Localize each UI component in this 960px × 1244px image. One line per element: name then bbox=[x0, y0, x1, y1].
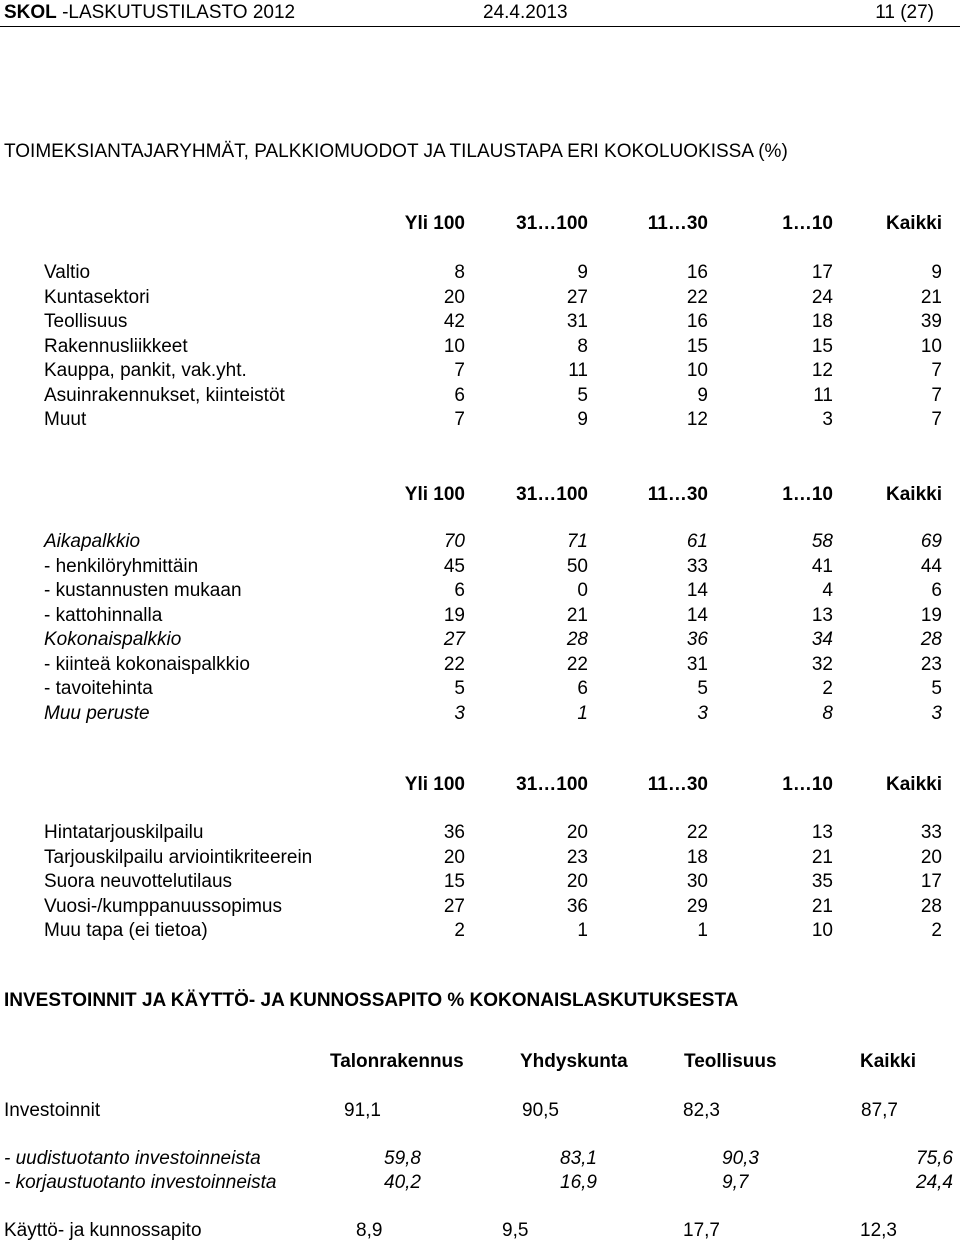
cell-value: 27 bbox=[566, 286, 588, 308]
cell-value: 22 bbox=[686, 286, 708, 308]
row-label: - tavoitehinta bbox=[44, 678, 153, 699]
table-row bbox=[0, 629, 960, 651]
table-row bbox=[0, 703, 960, 725]
cell-value: 33 bbox=[920, 822, 942, 843]
table-row bbox=[0, 896, 960, 918]
column-header: 1…10 bbox=[782, 774, 833, 795]
cell-value: 9 bbox=[931, 262, 942, 283]
cell-value: 61 bbox=[686, 531, 708, 552]
table-row bbox=[0, 847, 960, 869]
column-header-row bbox=[0, 213, 960, 235]
investment-value: 12,3 bbox=[860, 1220, 897, 1241]
cell-value: 17 bbox=[811, 262, 833, 283]
row-label: - henkilöryhmittäin bbox=[44, 555, 199, 577]
column-header: Kaikki bbox=[886, 213, 942, 234]
column-header: Yli 100 bbox=[404, 774, 465, 795]
column-header: 31…100 bbox=[516, 484, 588, 505]
cell-value: 34 bbox=[811, 629, 833, 650]
cell-value: 21 bbox=[920, 286, 942, 308]
row-label: Muut bbox=[44, 409, 87, 430]
cell-value: 10 bbox=[443, 335, 465, 357]
table-row bbox=[0, 360, 960, 382]
cell-value: 8 bbox=[454, 262, 465, 283]
cell-value: 7 bbox=[454, 360, 465, 381]
cell-value: 18 bbox=[811, 311, 833, 332]
cell-value: 32 bbox=[811, 653, 833, 675]
row-label: Hintatarjouskilpailu bbox=[44, 822, 204, 843]
cell-value: 6 bbox=[577, 678, 588, 699]
investment-value: 59,8 bbox=[384, 1148, 421, 1169]
cell-value: 19 bbox=[443, 604, 465, 626]
row-label: Muu tapa (ei tietoa) bbox=[44, 920, 208, 941]
row-label: Teollisuus bbox=[44, 311, 128, 332]
investment-value: 40,2 bbox=[384, 1172, 421, 1193]
cell-value: 28 bbox=[920, 629, 942, 650]
investment-header-row bbox=[0, 1051, 960, 1073]
table-row bbox=[0, 409, 960, 431]
cell-value: 3 bbox=[454, 702, 465, 724]
investment-row-label: Investoinnit bbox=[4, 1100, 101, 1121]
investment-column-header: Yhdyskunta bbox=[520, 1051, 628, 1072]
cell-value: 23 bbox=[566, 846, 588, 868]
table-row bbox=[0, 287, 960, 309]
cell-value: 71 bbox=[566, 531, 588, 552]
cell-value: 9 bbox=[697, 384, 708, 406]
cell-value: 0 bbox=[577, 580, 588, 601]
org-name: SKOL bbox=[4, 2, 57, 23]
investment-value: 83,1 bbox=[560, 1148, 597, 1169]
cell-value: 27 bbox=[443, 895, 465, 917]
report-date: 24.4.2013 bbox=[483, 2, 568, 23]
cell-value: 12 bbox=[686, 409, 708, 430]
cell-value: 42 bbox=[443, 311, 465, 332]
investment-value: 90,5 bbox=[522, 1100, 559, 1121]
column-header: 1…10 bbox=[782, 484, 833, 505]
cell-value: 7 bbox=[454, 409, 465, 430]
table-row bbox=[0, 605, 960, 627]
cell-value: 17 bbox=[920, 871, 942, 892]
cell-value: 5 bbox=[697, 678, 708, 699]
cell-value: 18 bbox=[686, 846, 708, 868]
investment-value: 24,4 bbox=[916, 1172, 953, 1193]
cell-value: 70 bbox=[443, 531, 465, 552]
cell-value: 3 bbox=[931, 702, 942, 724]
cell-value: 3 bbox=[822, 409, 833, 430]
column-header: 11…30 bbox=[647, 774, 708, 795]
cell-value: 14 bbox=[686, 580, 708, 601]
table-row bbox=[0, 654, 960, 676]
investment-column-header: Kaikki bbox=[860, 1051, 916, 1072]
column-header: Yli 100 bbox=[404, 484, 465, 505]
cell-value: 5 bbox=[577, 384, 588, 406]
column-header: 31…100 bbox=[516, 213, 588, 234]
table-row bbox=[0, 920, 960, 942]
cell-value: 20 bbox=[566, 822, 588, 843]
cell-value: 24 bbox=[811, 286, 833, 308]
header-divider bbox=[0, 26, 960, 27]
investment-value: 8,9 bbox=[356, 1220, 383, 1241]
row-label: Valtio bbox=[44, 262, 91, 283]
row-label: Rakennusliikkeet bbox=[44, 335, 188, 357]
column-header-row bbox=[0, 484, 960, 506]
cell-value: 8 bbox=[577, 335, 588, 357]
cell-value: 2 bbox=[454, 920, 465, 941]
cell-value: 16 bbox=[686, 262, 708, 283]
cell-value: 35 bbox=[811, 871, 833, 892]
row-label: - kiinteä kokonaispalkkio bbox=[44, 653, 250, 675]
row-label: Kokonaispalkkio bbox=[44, 629, 182, 650]
cell-value: 36 bbox=[566, 895, 588, 917]
investment-value: 16,9 bbox=[560, 1172, 597, 1193]
table-row bbox=[0, 678, 960, 700]
column-header: Kaikki bbox=[886, 774, 942, 795]
cell-value: 9 bbox=[577, 262, 588, 283]
cell-value: 44 bbox=[920, 555, 942, 577]
column-header: 1…10 bbox=[782, 213, 833, 234]
investment-value: 90,3 bbox=[722, 1148, 759, 1169]
section-title-clients: TOIMEKSIANTAJARYHMÄT, PALKKIOMUODOT JA TILAUSTAPA ERI KOKOLUOKISSA (%) bbox=[4, 141, 788, 162]
cell-value: 50 bbox=[566, 555, 588, 577]
cell-value: 20 bbox=[920, 846, 942, 868]
cell-value: 23 bbox=[920, 653, 942, 675]
column-header: Kaikki bbox=[886, 484, 942, 505]
cell-value: 13 bbox=[811, 822, 833, 843]
investment-value: 91,1 bbox=[344, 1100, 381, 1121]
table-row bbox=[0, 580, 960, 602]
column-header: 11…30 bbox=[647, 213, 708, 234]
table-row bbox=[0, 311, 960, 333]
cell-value: 31 bbox=[686, 653, 708, 675]
report-header-title bbox=[4, 3, 295, 22]
column-header: Yli 100 bbox=[404, 213, 465, 234]
cell-value: 9 bbox=[577, 409, 588, 430]
table-row bbox=[0, 531, 960, 553]
cell-value: 14 bbox=[686, 604, 708, 626]
cell-value: 28 bbox=[920, 895, 942, 917]
investment-row bbox=[0, 1172, 960, 1194]
cell-value: 29 bbox=[686, 895, 708, 917]
cell-value: 7 bbox=[931, 409, 942, 430]
cell-value: 8 bbox=[822, 702, 833, 724]
cell-value: 36 bbox=[443, 822, 465, 843]
table-row bbox=[0, 336, 960, 358]
cell-value: 28 bbox=[566, 629, 588, 650]
row-label: Kauppa, pankit, vak.yht. bbox=[44, 360, 247, 381]
row-label: Vuosi-/kumppanuussopimus bbox=[44, 895, 282, 917]
cell-value: 6 bbox=[454, 580, 465, 601]
column-header: 31…100 bbox=[516, 774, 588, 795]
row-label: - kattohinnalla bbox=[44, 604, 163, 626]
column-header-row bbox=[0, 774, 960, 796]
cell-value: 3 bbox=[697, 702, 708, 724]
table-row bbox=[0, 556, 960, 578]
investment-value: 82,3 bbox=[683, 1100, 720, 1121]
section-title-investments: INVESTOINNIT JA KÄYTTÖ- JA KUNNOSSAPITO % KOKONAISLASKUTUKSESTA bbox=[4, 990, 739, 1011]
cell-value: 1 bbox=[577, 702, 588, 724]
cell-value: 39 bbox=[920, 311, 942, 332]
cell-value: 7 bbox=[931, 360, 942, 381]
row-label: - kustannusten mukaan bbox=[44, 580, 242, 601]
cell-value: 5 bbox=[931, 678, 942, 699]
cell-value: 10 bbox=[920, 335, 942, 357]
cell-value: 5 bbox=[454, 678, 465, 699]
table-row bbox=[0, 262, 960, 284]
cell-value: 15 bbox=[443, 871, 465, 892]
investment-column-header: Teollisuus bbox=[684, 1051, 777, 1072]
cell-value: 27 bbox=[443, 629, 465, 650]
investment-value: 87,7 bbox=[861, 1100, 898, 1121]
cell-value: 19 bbox=[920, 604, 942, 626]
report-title: -LASKUTUSTILASTO 2012 bbox=[62, 2, 296, 23]
cell-value: 58 bbox=[811, 531, 833, 552]
cell-value: 12 bbox=[811, 360, 833, 381]
cell-value: 33 bbox=[686, 555, 708, 577]
row-label: Aikapalkkio bbox=[44, 531, 141, 552]
cell-value: 36 bbox=[686, 629, 708, 650]
cell-value: 21 bbox=[566, 604, 588, 626]
row-label: Kuntasektori bbox=[44, 286, 150, 308]
row-label: Tarjouskilpailu arviointikriteerein bbox=[44, 846, 313, 868]
cell-value: 22 bbox=[566, 653, 588, 675]
cell-value: 20 bbox=[443, 846, 465, 868]
table-row bbox=[0, 871, 960, 893]
cell-value: 31 bbox=[566, 311, 588, 332]
investment-value: 9,5 bbox=[502, 1220, 529, 1241]
cell-value: 41 bbox=[811, 555, 833, 577]
investment-value: 75,6 bbox=[916, 1148, 953, 1169]
investment-row bbox=[0, 1148, 960, 1170]
cell-value: 4 bbox=[822, 580, 833, 601]
cell-value: 16 bbox=[686, 311, 708, 332]
row-label: Asuinrakennukset, kiinteistöt bbox=[44, 384, 285, 406]
investment-row bbox=[0, 1220, 960, 1242]
cell-value: 10 bbox=[811, 920, 833, 941]
cell-value: 15 bbox=[686, 335, 708, 357]
cell-value: 45 bbox=[443, 555, 465, 577]
column-header: 11…30 bbox=[647, 484, 708, 505]
cell-value: 20 bbox=[443, 286, 465, 308]
cell-value: 22 bbox=[686, 822, 708, 843]
investment-row-label: Käyttö- ja kunnossapito bbox=[4, 1220, 202, 1241]
cell-value: 10 bbox=[686, 360, 708, 381]
investment-column-header: Talonrakennus bbox=[330, 1051, 464, 1072]
investment-value: 9,7 bbox=[722, 1172, 749, 1193]
investment-row bbox=[0, 1100, 960, 1122]
cell-value: 21 bbox=[811, 846, 833, 868]
cell-value: 2 bbox=[931, 920, 942, 941]
row-label: Suora neuvottelutilaus bbox=[44, 871, 233, 892]
cell-value: 2 bbox=[822, 678, 833, 699]
row-label: Muu peruste bbox=[44, 702, 150, 724]
cell-value: 6 bbox=[454, 384, 465, 406]
cell-value: 11 bbox=[813, 384, 833, 406]
cell-value: 20 bbox=[566, 871, 588, 892]
cell-value: 69 bbox=[920, 531, 942, 552]
cell-value: 22 bbox=[443, 653, 465, 675]
cell-value: 1 bbox=[577, 920, 588, 941]
cell-value: 13 bbox=[811, 604, 833, 626]
cell-value: 7 bbox=[931, 384, 942, 406]
investment-value: 17,7 bbox=[683, 1220, 720, 1241]
cell-value: 21 bbox=[811, 895, 833, 917]
cell-value: 30 bbox=[686, 871, 708, 892]
cell-value: 1 bbox=[697, 920, 708, 941]
page-number: 11 (27) bbox=[875, 2, 934, 23]
cell-value: 15 bbox=[811, 335, 833, 357]
investment-row-label: - korjaustuotanto investoinneista bbox=[4, 1172, 277, 1193]
table-row bbox=[0, 822, 960, 844]
investment-row-label: - uudistuotanto investoinneista bbox=[4, 1148, 261, 1169]
cell-value: 6 bbox=[931, 580, 942, 601]
cell-value: 11 bbox=[568, 360, 588, 381]
table-row bbox=[0, 385, 960, 407]
